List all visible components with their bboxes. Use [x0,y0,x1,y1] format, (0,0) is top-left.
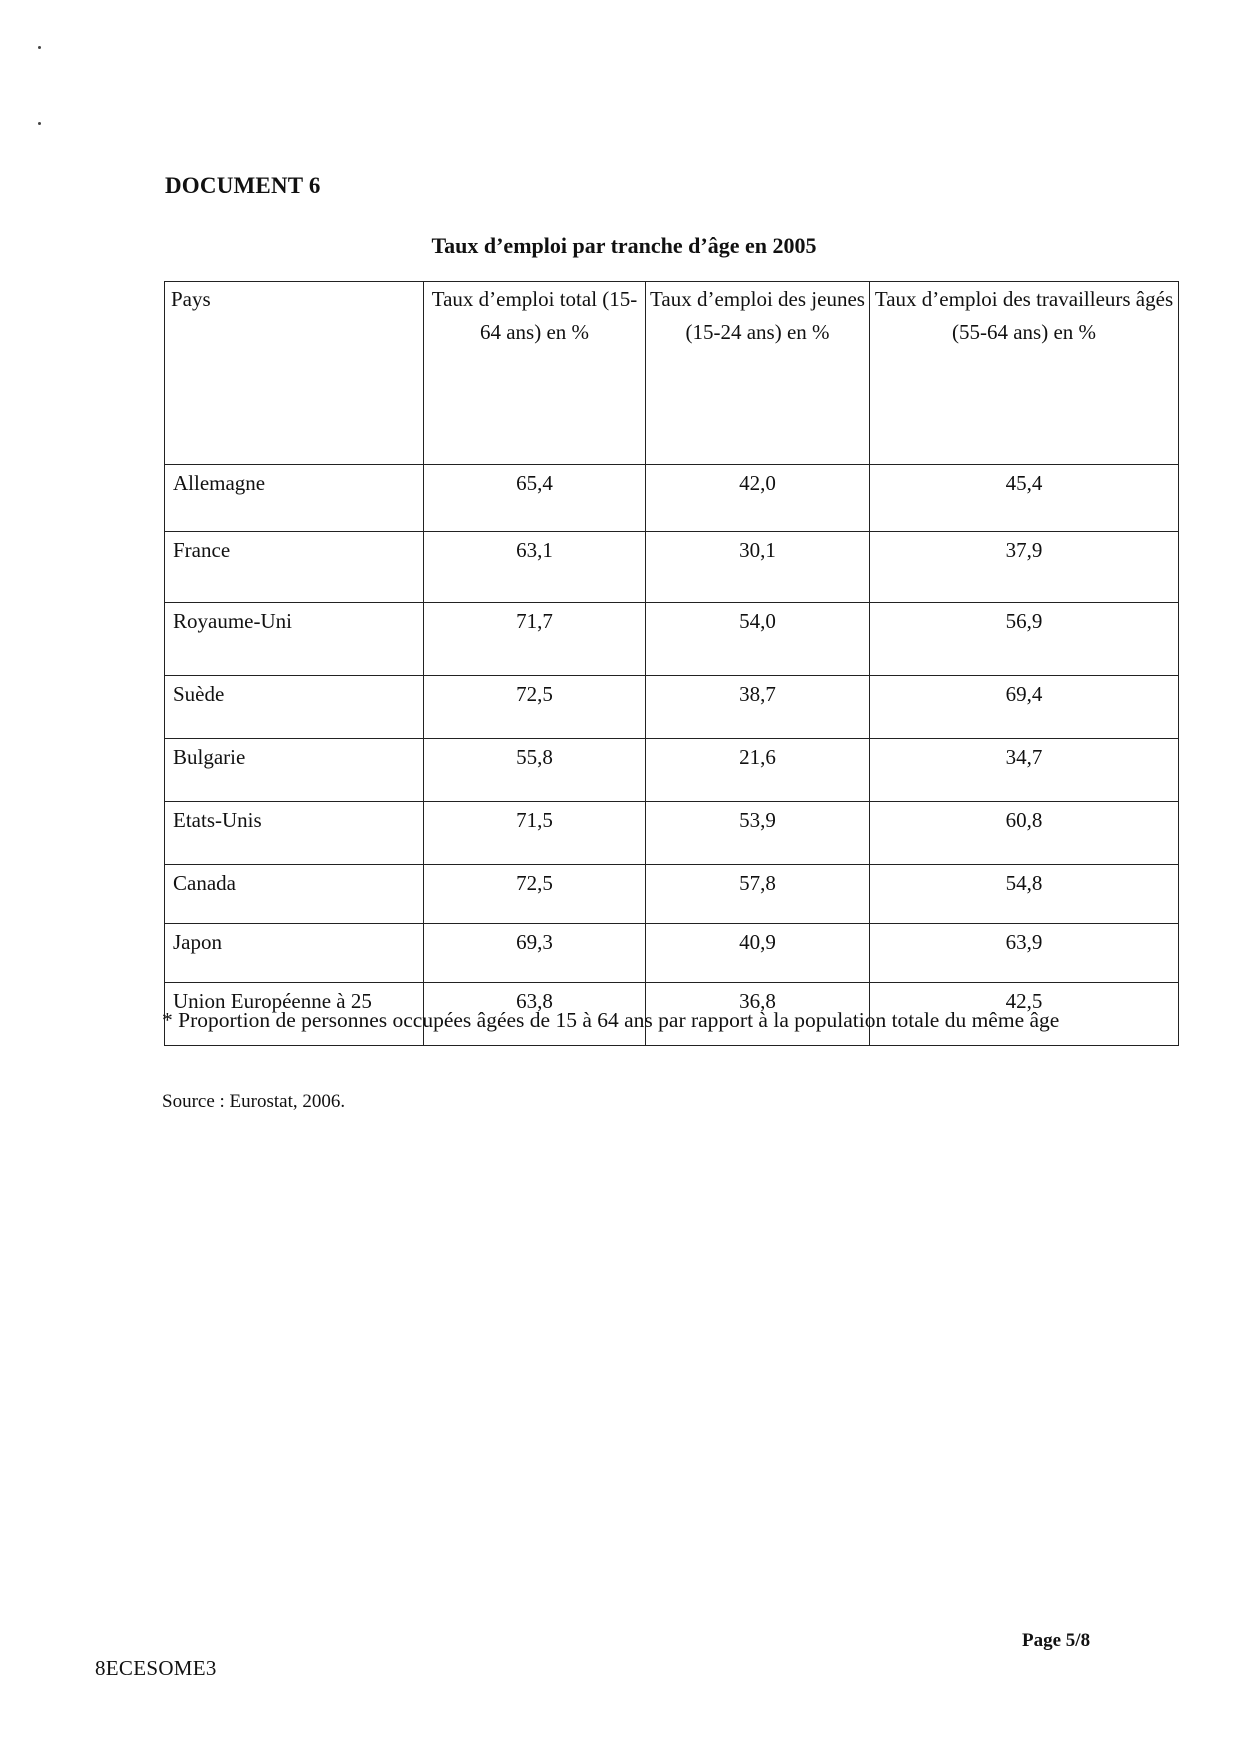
country-cell: Suède [165,676,424,739]
total-rate-cell: 69,3 [424,924,646,983]
total-rate-cell: 55,8 [424,739,646,802]
older-rate-cell: 34,7 [870,739,1179,802]
youth-rate-cell: 53,9 [646,802,870,865]
older-rate-cell: 54,8 [870,865,1179,924]
scan-artifact [38,122,41,125]
column-header-youth-rate: Taux d’emploi des jeunes (15-24 ans) en % [646,282,870,465]
country-cell: France [165,532,424,603]
total-rate-cell: 71,5 [424,802,646,865]
table-row [165,739,1179,802]
country-cell: Etats-Unis [165,802,424,865]
column-header-country: Pays [165,282,424,465]
country-cell: Union Européenne à 25 [165,983,424,1046]
youth-rate-cell: 57,8 [646,865,870,924]
country-cell: Royaume-Uni [165,603,424,676]
youth-rate-cell: 36,8 [646,983,870,1046]
total-rate-cell: 72,5 [424,865,646,924]
country-cell: Japon [165,924,424,983]
total-rate-cell: 65,4 [424,465,646,532]
table-title: Taux d’emploi par tranche d’âge en 2005 [431,233,817,258]
youth-rate-cell: 40,9 [646,924,870,983]
older-rate-cell: 42,5 [870,983,1179,1046]
youth-rate-cell: 38,7 [646,676,870,739]
total-rate-cell: 71,7 [424,603,646,676]
source-citation: Source : Eurostat, 2006. [162,1091,346,1112]
document-heading: DOCUMENT 6 [165,173,321,198]
table-row [165,924,1179,983]
table-row [165,676,1179,739]
country-cell: Canada [165,865,424,924]
older-rate-cell: 60,8 [870,802,1179,865]
older-rate-cell: 63,9 [870,924,1179,983]
country-cell: Allemagne [165,465,424,532]
table-row [165,465,1179,532]
youth-rate-cell: 21,6 [646,739,870,802]
table-row [165,603,1179,676]
country-cell: Bulgarie [165,739,424,802]
total-rate-cell: 72,5 [424,676,646,739]
youth-rate-cell: 42,0 [646,465,870,532]
scan-artifact [38,46,41,49]
table-row [165,865,1179,924]
total-rate-cell: 63,8 [424,983,646,1046]
older-rate-cell: 69,4 [870,676,1179,739]
page-number: Page 5/8 [1022,1630,1091,1651]
table-row [165,532,1179,603]
table-row [165,802,1179,865]
youth-rate-cell: 54,0 [646,603,870,676]
older-rate-cell: 37,9 [870,532,1179,603]
older-rate-cell: 56,9 [870,603,1179,676]
column-header-total-rate: Taux d’emploi total (15-64 ans) en % [424,282,646,465]
document-code: 8ECESOME3 [95,1656,217,1680]
total-rate-cell: 63,1 [424,532,646,603]
table-footnote: * Proportion de personnes occupées âgées de 15 à 64 ans par rapport à la population totale du même âge [162,1008,1060,1032]
youth-rate-cell: 30,1 [646,532,870,603]
column-header-older-workers-rate: Taux d’emploi des travailleurs âgés (55-64 ans) en % [870,282,1179,465]
employment-rate-table [164,281,1179,1046]
table-header-row [165,282,1179,465]
older-rate-cell: 45,4 [870,465,1179,532]
